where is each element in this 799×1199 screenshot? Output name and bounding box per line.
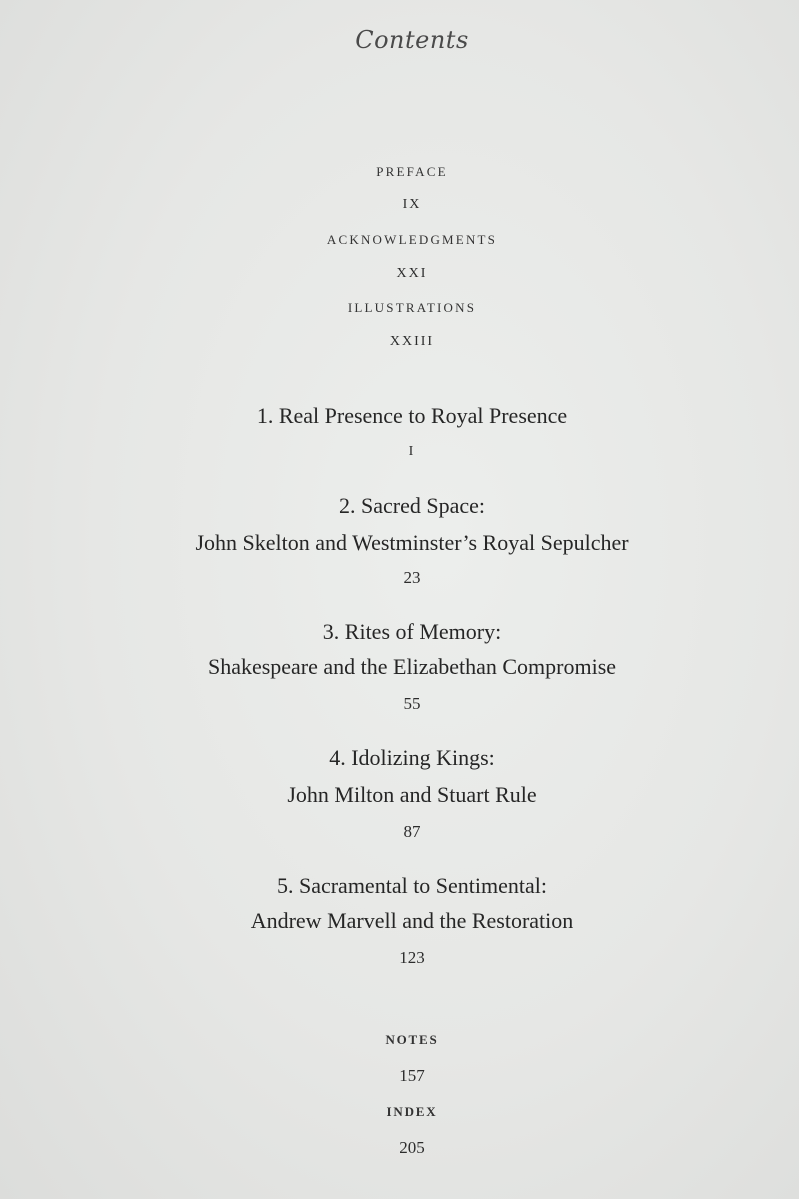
- chapter-4-subtitle: John Milton and Stuart Rule: [287, 782, 537, 807]
- toc-page-notes: 157: [399, 1066, 425, 1085]
- toc-page-acknowledgments: XXI: [396, 266, 428, 281]
- chapter-5-subtitle: Andrew Marvell and the Restoration: [250, 908, 574, 933]
- toc-page-index: 205: [399, 1138, 425, 1157]
- chapter-4-page: 87: [403, 822, 421, 841]
- toc-label-notes: NOTES: [385, 1032, 439, 1047]
- chapter-4-title: 4. Idolizing Kings:: [329, 745, 495, 770]
- chapter-2-title: 2. Sacred Space:: [339, 493, 485, 518]
- chapter-1-title: 1. Real Presence to Royal Presence: [256, 403, 568, 428]
- chapter-2-subtitle: John Skelton and Westminster’s Royal Sepulcher: [195, 530, 629, 555]
- chapter-2-page: 23: [403, 568, 421, 587]
- toc-page-preface: IX: [402, 197, 422, 212]
- chapter-5-title: 5. Sacramental to Sentimental:: [276, 873, 548, 898]
- toc-label-index: INDEX: [386, 1104, 438, 1119]
- chapter-3-title: 3. Rites of Memory:: [322, 619, 502, 644]
- chapter-3-page: 55: [403, 694, 421, 713]
- toc-label-preface: PREFACE: [376, 164, 448, 179]
- chapter-3-subtitle: Shakespeare and the Elizabethan Compromise: [207, 654, 617, 679]
- page-title: Contents: [355, 26, 469, 54]
- toc-page-illustrations: XXIII: [389, 334, 435, 349]
- toc-label-illustrations: ILLUSTRATIONS: [347, 300, 477, 315]
- chapter-5-page: 123: [399, 948, 425, 967]
- toc-label-acknowledgments: ACKNOWLEDGMENTS: [326, 232, 498, 247]
- chapter-1-page: I: [408, 444, 416, 459]
